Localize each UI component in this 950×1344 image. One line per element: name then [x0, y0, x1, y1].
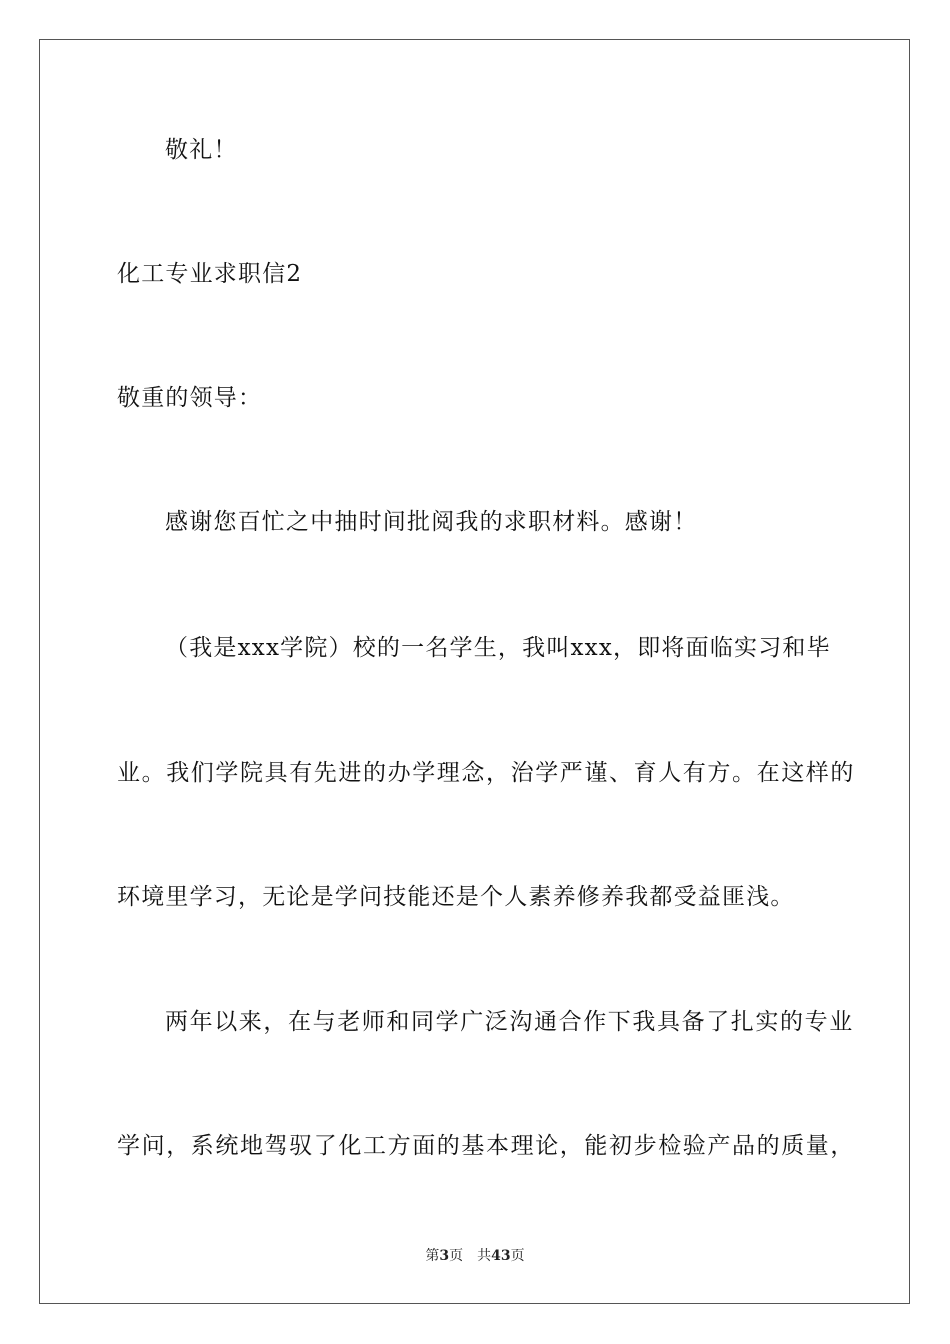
- letter-heading: 化工专业求职信2: [117, 261, 303, 287]
- page-footer: [0, 1246, 950, 1266]
- total-pages: 43: [491, 1248, 511, 1264]
- paragraph-intro-line-1: （我是xxx学院）校的一名学生，我叫xxx，即将面临实习和毕: [165, 635, 831, 661]
- page-prefix: 第: [425, 1248, 440, 1264]
- paragraph-intro-line-3: 环境里学习，无论是学问技能还是个人素养修养我都受益匪浅。: [117, 884, 795, 910]
- paragraph-intro-line-2: 业。我们学院具有先进的办学理念，治学严谨、育人有方。在这样的: [117, 760, 855, 786]
- total-suffix: 页: [510, 1248, 525, 1264]
- greeting: 敬重的领导：: [117, 385, 263, 411]
- paragraph-skills-line-2: 学问，系统地驾驭了化工方面的基本理论，能初步检验产品的质量，: [117, 1133, 855, 1159]
- total-prefix: 共: [477, 1248, 492, 1264]
- paragraph-thanks: 感谢您百忙之中抽时间批阅我的求职材料。感谢！: [165, 509, 698, 535]
- page-number: 3: [439, 1248, 450, 1264]
- page-frame: [39, 39, 910, 1304]
- page-suffix: 页: [449, 1248, 464, 1264]
- paragraph-skills-line-1: 两年以来，在与老师和同学广泛沟通合作下我具备了扎实的专业: [165, 1009, 854, 1035]
- closing-salutation: 敬礼！: [165, 137, 238, 163]
